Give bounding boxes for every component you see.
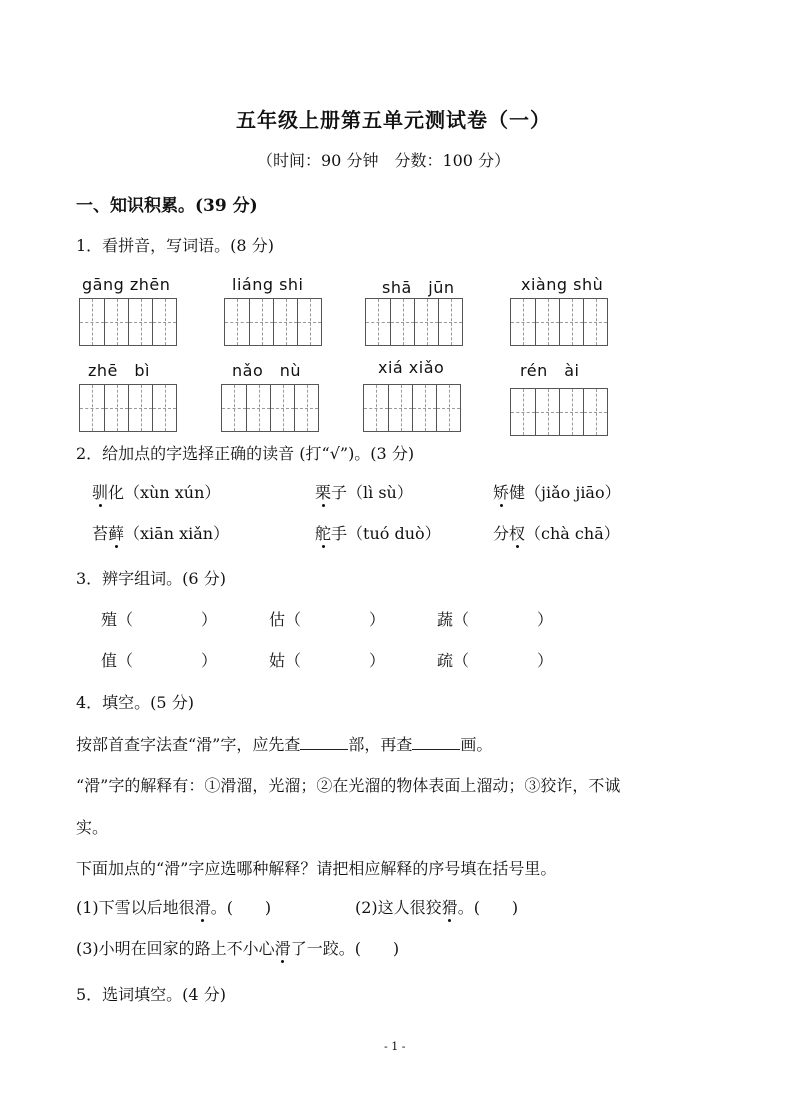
dotted-char: 舵: [315, 521, 331, 544]
q3-close-6: ）: [537, 651, 554, 670]
q4-item-1: [76, 895, 271, 918]
q4-text-c: 画。: [460, 735, 493, 754]
q4-text-b: 部，再查: [348, 735, 413, 754]
q4-item-text: (2)这人很狡: [355, 898, 442, 917]
writing-grid-3[interactable]: [365, 298, 463, 346]
q2-item-5: [315, 521, 441, 544]
q2-item-6: [493, 521, 620, 544]
q3-close-4: ）: [201, 651, 218, 670]
q2-item-text: 化（xùn xún）: [108, 483, 221, 502]
dotted-char: 矫: [493, 480, 509, 503]
q2-item-4: [92, 521, 229, 544]
pinyin-4: xiàng shù: [521, 275, 604, 294]
q3-open-4: 值（: [101, 651, 134, 670]
page-title: 五年级上册第五单元测试卷（一）: [236, 108, 551, 132]
dotted-char: 藓: [108, 521, 124, 544]
q3-open-3: 蔬（: [437, 610, 470, 629]
q4-line-1: [76, 732, 492, 755]
page-subtitle: （时间：90 分钟 分数：100 分）: [257, 151, 511, 170]
pinyin-1: gāng zhēn: [82, 275, 171, 294]
pinyin-5: zhē bì: [88, 361, 150, 380]
q3-label: 3．辨字组词。(6 分): [76, 569, 226, 588]
q2-item-text: （xiān xiǎn）: [124, 524, 230, 543]
pinyin-3: shā jūn: [382, 278, 455, 297]
q4-line-3: 实。: [76, 818, 109, 837]
q2-item-text: 分: [493, 524, 510, 543]
q2-item-1: [92, 480, 220, 503]
q4-item-text: (3)小明在回家的路上不小心: [76, 939, 275, 958]
dotted-char: 杈: [509, 521, 525, 544]
q4-item-2: [355, 895, 518, 918]
writing-grid-4[interactable]: [510, 298, 608, 346]
q2-item-2: [315, 480, 413, 503]
q2-item-text: 手（tuó duò）: [331, 524, 441, 543]
q4-line-2: “滑”字的解释有：①滑溜，光溜；②在光溜的物体表面上溜动；③狡诈，不诚: [76, 776, 621, 795]
fill-blank-1[interactable]: [300, 735, 348, 750]
q4-line-4: 下面加点的“滑”字应选哪种解释？请把相应解释的序号填在括号里。: [76, 859, 557, 878]
writing-grid-2[interactable]: [224, 298, 322, 346]
q1-label: 1．看拼音，写词语。(8 分): [76, 236, 274, 255]
dotted-char: 猾: [442, 895, 458, 918]
q4-answer-paren[interactable]: 了一跤。( ): [290, 939, 400, 958]
q2-item-3: [493, 480, 621, 503]
writing-grid-1[interactable]: [79, 298, 177, 346]
q2-item-text: （chà chā）: [525, 524, 620, 543]
dotted-char: 滑: [275, 936, 291, 959]
dotted-char: 栗: [315, 480, 331, 503]
q5-label: 5．选词填空。(4 分): [76, 985, 226, 1004]
page-number: - 1 -: [384, 1040, 406, 1053]
q2-item-text: 健（jiǎo jiāo）: [509, 483, 621, 502]
q3-close-5: ）: [369, 651, 386, 670]
dotted-char: 滑: [195, 895, 211, 918]
q3-open-2: 估（: [269, 610, 302, 629]
q3-open-1: 殖（: [101, 610, 134, 629]
fill-blank-2[interactable]: [412, 735, 460, 750]
pinyin-2: liáng shi: [232, 275, 304, 294]
q3-close-3: ）: [537, 610, 554, 629]
q2-label: 2．给加点的字选择正确的读音 (打“√”)。(3 分): [76, 444, 415, 463]
q3-open-6: 疏（: [437, 651, 470, 670]
pinyin-6: nǎo nù: [232, 361, 302, 380]
q3-close-1: ）: [201, 610, 218, 629]
pinyin-7: xiá xiǎo: [378, 358, 445, 377]
writing-grid-7[interactable]: [363, 384, 461, 432]
writing-grid-8[interactable]: [510, 388, 608, 436]
q4-answer-paren[interactable]: 。( ): [457, 898, 519, 917]
q3-open-5: 姑（: [269, 651, 302, 670]
q4-text-a: 按部首查字法查“滑”字，应先查: [76, 735, 301, 754]
writing-grid-6[interactable]: [221, 384, 319, 432]
pinyin-8: rén ài: [520, 361, 580, 380]
q4-answer-paren[interactable]: 。( ): [210, 898, 272, 917]
dotted-char: 驯: [92, 480, 108, 503]
q4-item-text: (1)下雪以后地很: [76, 898, 195, 917]
writing-grid-5[interactable]: [79, 384, 177, 432]
q2-item-text: 子（lì sù）: [331, 483, 413, 502]
q3-close-2: ）: [369, 610, 386, 629]
q4-label: 4．填空。(5 分): [76, 693, 194, 712]
section-1-heading: 一、知识积累。(39 分): [76, 196, 258, 216]
q2-item-text: 苔: [92, 524, 109, 543]
q4-item-3: [76, 936, 399, 959]
